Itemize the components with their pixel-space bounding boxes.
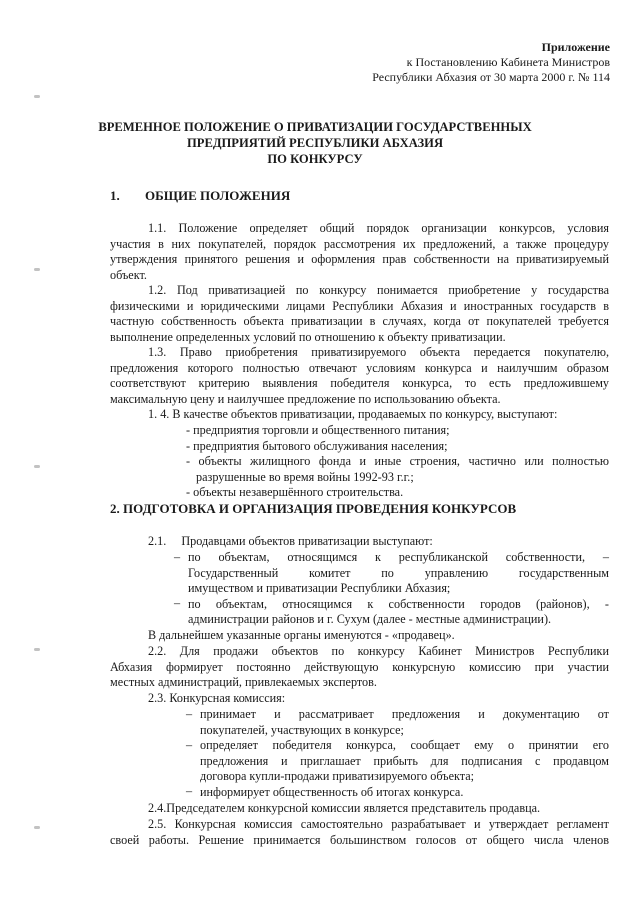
list-item: - предприятия торговли и общественного питания; (186, 423, 450, 437)
list-item: определяет победителя конкурса, сообщает ему о принятии его (200, 738, 609, 752)
document-title-line: ПО КОНКУРСУ (267, 152, 363, 166)
paragraph-1-4 (148, 407, 609, 423)
text-line: предложения которого полностью отвечают условиям конкурса и наилучшим образом (110, 360, 609, 375)
text-line: 1. 4. В качестве объектов приватизации, продаваемых по конкурсу, выступают: (148, 407, 558, 421)
document-title (80, 119, 550, 167)
paragraph-1-1 (110, 221, 609, 283)
text-line: выполнение определенных условий по отношению к объекту приватизации. (110, 329, 506, 344)
list-bullet: – (186, 784, 193, 798)
text-line: Продавцами объектов приватизации выступают: (181, 534, 433, 548)
list-bullet: – (186, 738, 193, 752)
section-2-heading: 2. ПОДГОТОВКА И ОРГАНИЗАЦИЯ ПРОВЕДЕНИЯ КОНКУРСОВ (110, 501, 517, 516)
list-bullet: – (174, 596, 181, 610)
list-item: имуществом и приватизации Республики Абхазия; (188, 581, 451, 595)
list-item: по объектам, относящимся к республиканской собственности, – (188, 550, 609, 564)
scan-mark (34, 826, 40, 829)
text-line: 2.5. Конкурсная комиссия самостоятельно разрабатывает и утверждает регламент (148, 817, 609, 831)
paragraph-2-2 (110, 644, 609, 691)
text-line: 2.2. Для продажи объектов по конкурсу Кабинет Министров Республики (148, 644, 609, 658)
document-title-line: ВРЕМЕННОЕ ПОЛОЖЕНИЕ О ПРИВАТИЗАЦИИ ГОСУДАРСТВЕННЫХ (98, 120, 532, 134)
text-line: 2.3. Конкурсная комиссия: (148, 691, 286, 705)
text-line: местных администраций, привлекаемых экспертов. (110, 675, 377, 689)
paragraph-1-2 (110, 283, 609, 345)
scan-mark (34, 268, 40, 271)
paragraph-2-3 (148, 691, 609, 707)
paragraph-2-5 (110, 817, 609, 848)
section-1-heading: ОБЩИЕ ПОЛОЖЕНИЯ (145, 188, 291, 203)
text-line: своей работы. Решение принимается большинством голосов от общего числа членов (110, 832, 609, 847)
list-item: покупателей, участвующих в конкурсе; (200, 722, 404, 737)
paragraph-2-1-note (148, 628, 609, 644)
paragraph-2-1 (148, 534, 609, 550)
list-item: - объекты незавершённого строительства. (186, 485, 404, 499)
list-item: по объектам, относящимся к собственности городов (районов), - (188, 596, 609, 611)
list-item: Государственный комитет по управлению государственным (188, 565, 609, 580)
text-line: физическими и юридическими лицами Республики Абхазия и иностранных государств в (110, 298, 609, 313)
text-line: 1.2. Под приватизацией по конкурсу понимается приобретение у государства (148, 283, 609, 297)
list-2-1 (174, 550, 609, 628)
text-line: участия в них покупателей, порядок рассмотрения их предложений, а также процедуру (110, 236, 609, 251)
scan-mark (34, 465, 40, 468)
clause-number: 2.1. (148, 534, 167, 548)
text-line: 1.1. Положение определяет общий порядок организации конкурсов, условия (148, 221, 609, 235)
list-item: информирует общественность об итогах конкурса. (200, 784, 464, 799)
text-line: Абхазия формирует постоянно действующую конкурсную комиссию при участии (110, 659, 609, 674)
document-title-line: ПРЕДПРИЯТИЙ РЕСПУБЛИКИ АБХАЗИЯ (186, 136, 444, 150)
text-line: объект. (110, 267, 147, 282)
list-1-4 (186, 423, 609, 501)
text-line: максимальную цену и наилучшее предложение по использованию объекта. (110, 391, 501, 406)
paragraph-2-4 (148, 801, 609, 817)
list-item: договора купли-продажи приватизируемого объекта; (200, 769, 475, 783)
appendix-line-2: Республики Абхазия от 30 марта 2000 г. № 114 (372, 70, 610, 84)
appendix-title: Приложение (541, 40, 610, 54)
appendix-line-1: к Постановлению Кабинета Министров (406, 55, 610, 69)
scan-mark (34, 95, 40, 98)
list-item: - объекты жилищного фонда и иные строения, частично или полностью (186, 454, 609, 468)
section-1-number: 1. (110, 188, 120, 203)
list-bullet: – (174, 550, 181, 564)
scan-mark (34, 648, 40, 651)
list-item: администрации районов и г. Сухум (далее - местные администрации). (188, 612, 552, 626)
list-item: разрушенные во время войны 1992-93 г.г.; (196, 469, 414, 484)
text-line: 2.4.Председателем конкурсной комиссии является представитель продавца. (148, 801, 541, 815)
text-line: утверждения принятого решения и оформления прав собственности на приватизируемый (110, 252, 609, 266)
list-item: - предприятия бытового обслуживания населения; (186, 438, 448, 453)
text-line: В дальнейшем указанные органы именуются - «продавец». (148, 628, 455, 642)
appendix-header (372, 40, 610, 85)
list-item: предложения и приглашает прибыть для подписания с продавцом (200, 753, 609, 768)
text-line: соответствуют критерию выявления победителя конкурса, то есть предложившему (110, 376, 609, 390)
list-2-3 (186, 707, 609, 800)
paragraph-1-3 (110, 345, 609, 407)
list-bullet: – (186, 707, 193, 721)
list-item: принимает и рассматривает предложения и документацию от (200, 707, 609, 721)
text-line: 1.3. Право приобретения приватизируемого объекта передается покупателю, (148, 345, 609, 359)
text-line: частную собственность объекта приватизации в случаях, когда от покупателей требуется (110, 314, 609, 328)
